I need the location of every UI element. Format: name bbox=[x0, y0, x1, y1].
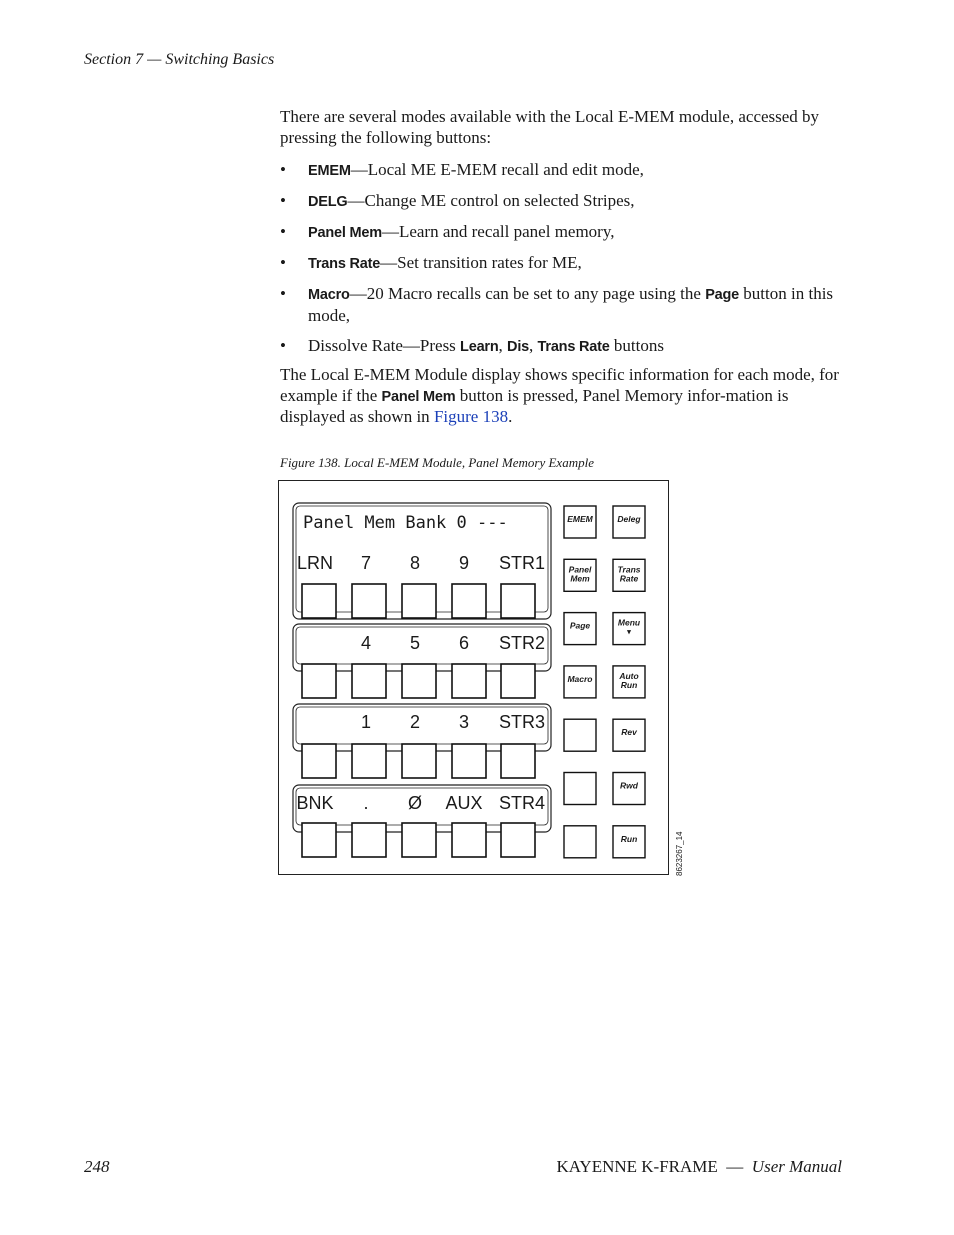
page-number: 248 bbox=[84, 1157, 110, 1176]
button-name: Panel Mem bbox=[308, 225, 382, 241]
soft-key bbox=[501, 823, 535, 857]
figure-id: 8623267_14 bbox=[675, 831, 684, 876]
button-name: Panel Mem bbox=[381, 388, 456, 405]
display-label: 9 bbox=[458, 553, 470, 573]
intro-paragraph: There are several modes available with the Local E-MEM module, accessed by pressing the following buttons: bbox=[280, 107, 820, 147]
mode-list bbox=[280, 160, 845, 367]
display-label: AUX bbox=[445, 793, 483, 813]
list-item: • Macro—20 Macro recalls can be set to any page using the Page button in this mode, bbox=[280, 284, 834, 325]
key-label: Page bbox=[569, 620, 591, 631]
display-label: 6 bbox=[458, 633, 470, 653]
soft-key bbox=[452, 664, 486, 698]
soft-key bbox=[501, 584, 535, 618]
display-paragraph: The Local E-MEM Module display shows specific information for each mode, for example if the Panel Mem button is pressed, Panel Memory infor-mation is displayed as shown in Figure 138. bbox=[280, 365, 839, 426]
button-name: Learn bbox=[460, 338, 499, 355]
display-label: STR4 bbox=[498, 793, 546, 813]
display-label: STR1 bbox=[498, 553, 546, 573]
display-label: 2 bbox=[409, 712, 421, 732]
button-name: Dis bbox=[507, 338, 530, 355]
display-label: STR2 bbox=[498, 633, 546, 653]
soft-key bbox=[352, 823, 386, 857]
soft-key bbox=[452, 584, 486, 618]
button-name: Trans Rate bbox=[308, 256, 381, 272]
soft-key bbox=[501, 744, 535, 778]
display-label: . bbox=[363, 793, 369, 813]
key-label: Macro bbox=[567, 673, 593, 684]
soft-key bbox=[452, 744, 486, 778]
emem-module-figure bbox=[278, 480, 684, 876]
key-label: Menu bbox=[617, 617, 641, 628]
display-label: 7 bbox=[360, 553, 372, 573]
module-key bbox=[564, 719, 596, 751]
button-name: DELG bbox=[308, 194, 348, 210]
button-name: Trans Rate bbox=[537, 338, 610, 355]
list-item: • Panel Mem—Learn and recall panel memory, bbox=[280, 222, 615, 241]
key-label: Deleg bbox=[617, 514, 641, 524]
key-label: ▾ bbox=[626, 626, 632, 637]
soft-key bbox=[302, 823, 336, 857]
key-label: EMEM bbox=[567, 514, 593, 524]
soft-key bbox=[402, 744, 436, 778]
display-label: 5 bbox=[409, 633, 421, 653]
soft-key bbox=[452, 823, 486, 857]
key-label: Rwd bbox=[620, 780, 638, 791]
display-label: 4 bbox=[360, 633, 372, 653]
emem-module-diagram bbox=[279, 481, 684, 876]
list-item: • Trans Rate—Set transition rates for ME, bbox=[280, 253, 582, 272]
key-label: Panel bbox=[568, 564, 592, 575]
display-top-line: Panel Mem Bank 0 --- bbox=[303, 513, 508, 533]
display-label: Ø bbox=[407, 793, 423, 813]
soft-key bbox=[302, 664, 336, 698]
display-label: 1 bbox=[360, 712, 372, 732]
soft-key bbox=[402, 823, 436, 857]
key-label: Rate bbox=[619, 573, 639, 584]
button-name: EMEM bbox=[308, 163, 351, 179]
list-item: • EMEM—Local ME E-MEM recall and edit mode, bbox=[280, 160, 644, 179]
display-label: 8 bbox=[409, 553, 421, 573]
module-key bbox=[564, 826, 596, 858]
figure-link[interactable]: Figure 138 bbox=[433, 407, 509, 426]
display-label: STR3 bbox=[498, 712, 546, 732]
running-header: Section 7 — Switching Basics bbox=[84, 51, 275, 68]
display-label: 3 bbox=[458, 712, 470, 732]
display-label: LRN bbox=[296, 553, 334, 573]
soft-key bbox=[302, 744, 336, 778]
key-label: Run bbox=[620, 833, 638, 844]
soft-key bbox=[352, 664, 386, 698]
key-label: Auto bbox=[619, 670, 639, 681]
soft-key bbox=[501, 664, 535, 698]
soft-key bbox=[302, 584, 336, 618]
key-label: Trans bbox=[617, 564, 641, 575]
button-name: Macro bbox=[308, 287, 350, 303]
figure-caption: Figure 138. Local E-MEM Module, Panel Memory Example bbox=[280, 455, 594, 470]
running-footer: KAYENNE K-FRAME — User Manual bbox=[556, 1157, 842, 1176]
key-label: Rev bbox=[621, 727, 637, 738]
key-label: Mem bbox=[570, 573, 590, 584]
key-label: Run bbox=[620, 679, 638, 690]
button-name: Page bbox=[705, 287, 740, 303]
soft-key bbox=[352, 584, 386, 618]
soft-key bbox=[352, 744, 386, 778]
module-key bbox=[564, 773, 596, 805]
list-item: • DELG—Change ME control on selected Stripes, bbox=[280, 191, 635, 210]
list-item: • Dissolve Rate—Press Learn, Dis, Trans Rate buttons bbox=[280, 335, 664, 355]
soft-key bbox=[402, 584, 436, 618]
display-label: BNK bbox=[296, 793, 334, 813]
soft-key bbox=[402, 664, 436, 698]
